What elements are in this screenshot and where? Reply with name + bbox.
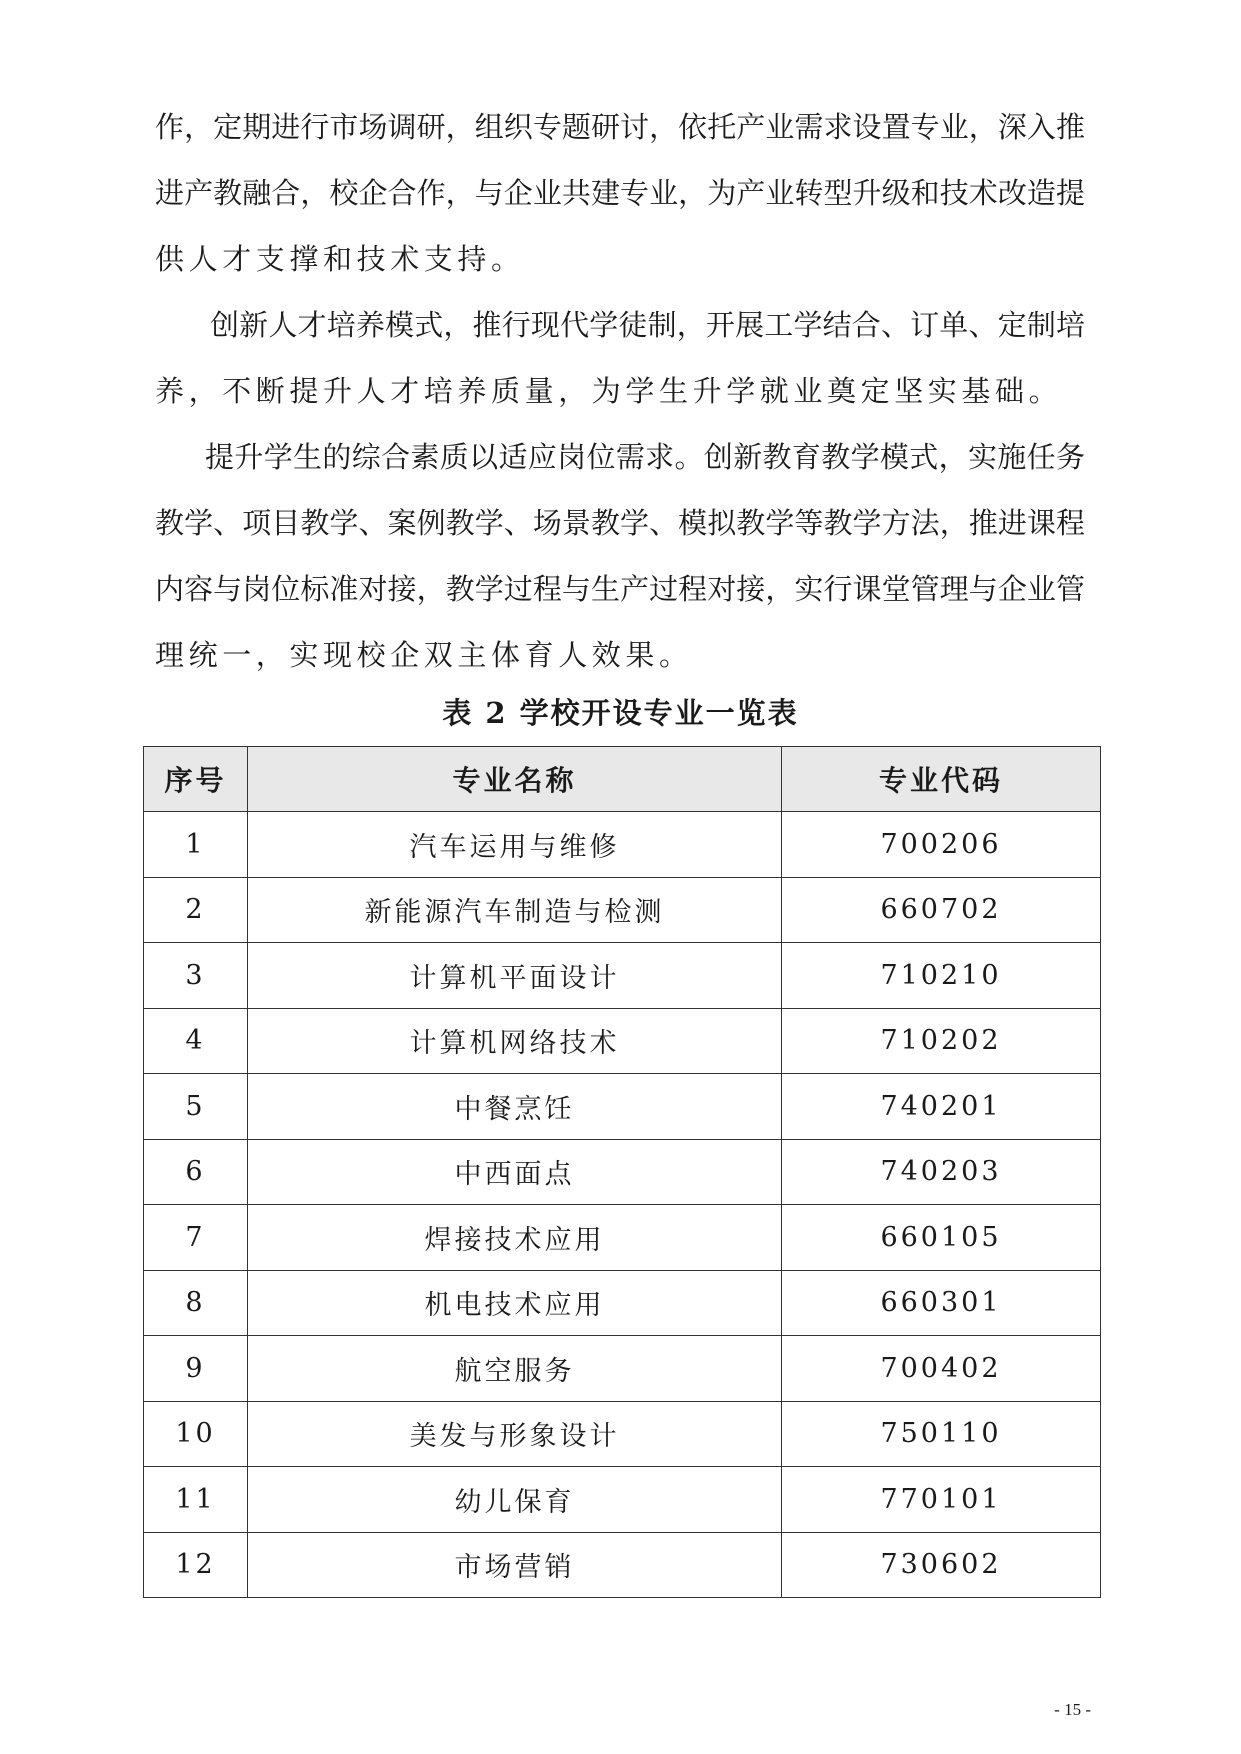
- paragraph-line-4: 创新人才培养模式，推行现代学徒制，开展工学结合、订单、定制培: [210, 308, 1085, 342]
- row-major-name: 幼儿保育: [248, 1467, 782, 1533]
- row-index: 10: [144, 1401, 248, 1467]
- row-major-code: 770101: [782, 1467, 1101, 1533]
- paragraph-line-7: 教学、项目教学、案例教学、场景教学、模拟教学等教学方法，推进课程: [155, 506, 1085, 540]
- row-index: 12: [144, 1532, 248, 1598]
- row-major-name: 市场营销: [248, 1532, 782, 1598]
- table-row: [144, 812, 1101, 878]
- row-index: 3: [144, 943, 248, 1009]
- table-row: [144, 877, 1101, 943]
- header-major-name: 专业名称: [248, 747, 782, 812]
- row-index: 11: [144, 1467, 248, 1533]
- row-index: 4: [144, 1008, 248, 1074]
- header-index: 序号: [144, 747, 248, 812]
- row-major-code: 740201: [782, 1074, 1101, 1140]
- paragraph-line-2: 进产教融合，校企合作，与企业共建专业，为产业转型升级和技术改造提: [155, 176, 1085, 210]
- row-major-code: 730602: [782, 1532, 1101, 1598]
- row-major-code: 700206: [782, 812, 1101, 878]
- row-index: 5: [144, 1074, 248, 1140]
- table-row: [144, 1401, 1101, 1467]
- table-row: [144, 1139, 1101, 1205]
- row-major-code: 660301: [782, 1270, 1101, 1336]
- table-row: [144, 1074, 1101, 1140]
- row-major-code: 660702: [782, 877, 1101, 943]
- row-major-name: 焊接技术应用: [248, 1205, 782, 1271]
- row-major-code: 710202: [782, 1008, 1101, 1074]
- row-index: 6: [144, 1139, 248, 1205]
- table-row: [144, 1205, 1101, 1271]
- row-major-code: 660105: [782, 1205, 1101, 1271]
- row-major-name: 中餐烹饪: [248, 1074, 782, 1140]
- row-major-code: 700402: [782, 1336, 1101, 1402]
- row-major-name: 美发与形象设计: [248, 1401, 782, 1467]
- paragraph-line-3: 供人才支撑和技术支持。: [155, 242, 525, 276]
- table-row: [144, 1532, 1101, 1598]
- table-row: [144, 1467, 1101, 1533]
- row-index: 2: [144, 877, 248, 943]
- paragraph-line-8: 内容与岗位标准对接，教学过程与生产过程对接，实行课堂管理与企业管: [155, 572, 1085, 606]
- table-row: [144, 1008, 1101, 1074]
- row-major-name: 中西面点: [248, 1139, 782, 1205]
- page-number: - 15 -: [1054, 1700, 1091, 1719]
- row-major-code: 750110: [782, 1401, 1101, 1467]
- row-major-code: 740203: [782, 1139, 1101, 1205]
- row-major-code: 710210: [782, 943, 1101, 1009]
- row-major-name: 机电技术应用: [248, 1270, 782, 1336]
- row-major-name: 新能源汽车制造与检测: [248, 877, 782, 943]
- majors-table: [143, 746, 1101, 1598]
- row-major-name: 计算机网络技术: [248, 1008, 782, 1074]
- table-row: [144, 1336, 1101, 1402]
- paragraph-line-6: 提升学生的综合素质以适应岗位需求。创新教育教学模式，实施任务: [205, 440, 1085, 474]
- table-row: [144, 1270, 1101, 1336]
- row-major-name: 航空服务: [248, 1336, 782, 1402]
- paragraph-line-5: 养，不断提升人才培养质量，为学生升学就业奠定坚实基础。: [155, 374, 1063, 408]
- row-index: 1: [144, 812, 248, 878]
- row-major-name: 计算机平面设计: [248, 943, 782, 1009]
- header-major-code: 专业代码: [782, 747, 1101, 812]
- table-caption: 表 2 学校开设专业一览表: [442, 696, 799, 730]
- row-index: 7: [144, 1205, 248, 1271]
- table-row: [144, 943, 1101, 1009]
- row-index: 8: [144, 1270, 248, 1336]
- paragraph-line-9: 理统一，实现校企双主体育人效果。: [155, 638, 693, 672]
- paragraph-line-1: 作，定期进行市场调研，组织专题研讨，依托产业需求设置专业，深入推: [155, 110, 1085, 144]
- row-major-name: 汽车运用与维修: [248, 812, 782, 878]
- table-header-row: [144, 747, 1101, 812]
- row-index: 9: [144, 1336, 248, 1402]
